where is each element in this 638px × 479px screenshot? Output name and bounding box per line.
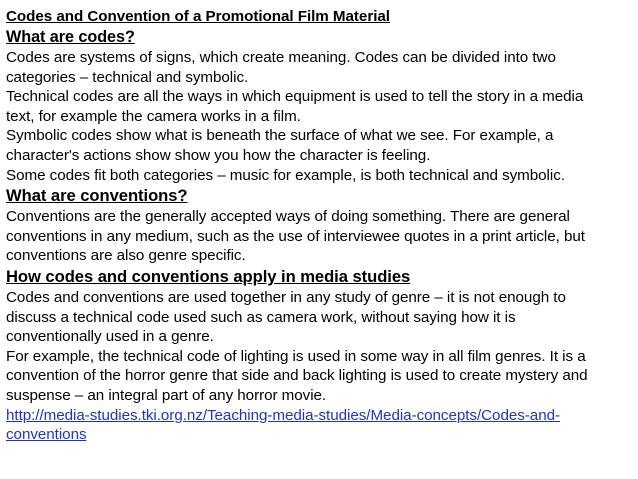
codes-paragraph-line: Technical codes are all the ways in which equipment is used to tell the story in a media [6,88,584,106]
codes-paragraph-line: Some codes fit both categories – music for example, is both technical and symbolic. [6,166,565,184]
media-studies-paragraph-line: conventionally used in a genre. [6,328,214,346]
heading-codes-conventions-media-studies: How codes and conventions apply in media studies [6,266,411,286]
source-link-line-1[interactable]: http://media-studies.tki.org.nz/Teaching-media-studies/Media-concepts/Codes-and- [6,406,560,424]
document-title: Codes and Convention of a Promotional Film Material [6,8,390,25]
conventions-paragraph-line: conventions are also genre specific. [6,247,246,265]
media-studies-paragraph-line: discuss a technical code used such as camera work, without saying how it is [6,308,516,326]
codes-paragraph-line: Symbolic codes show what is beneath the surface of what we see. For example, a [6,127,554,145]
codes-paragraph-line: categories – technical and symbolic. [6,68,249,86]
conventions-paragraph-line: conventions in any medium, such as the use of interviewee quotes in a print article, but [6,227,585,245]
heading-what-are-codes: What are codes? [6,28,135,46]
codes-paragraph-line: Codes are systems of signs, which create meaning. Codes can be divided into two [6,49,556,66]
media-studies-paragraph-line: convention of the horror genre that side and back lighting is used to create mystery and [6,367,588,385]
media-studies-paragraph-line: suspense – an integral part of any horror movie. [6,386,327,404]
source-link-wrapper [6,425,632,445]
codes-paragraph-line: character's actions show show you how the character is feeling. [6,146,431,164]
conventions-paragraph-line: Conventions are the generally accepted ways of doing something. There are general [6,208,570,226]
document-slide [6,6,632,445]
heading-what-are-conventions: What are conventions? [6,186,188,206]
media-studies-paragraph-line: For example, the technical code of lighting is used in some way in all film genres. It is a [6,347,586,365]
source-link-line-2[interactable]: conventions [6,426,87,444]
codes-paragraph-line: text, for example the camera works in a film. [6,107,301,125]
media-studies-paragraph-line: Codes and conventions are used together in any study of genre – it is not enough to [6,288,566,306]
source-link-wrapper [6,406,632,426]
